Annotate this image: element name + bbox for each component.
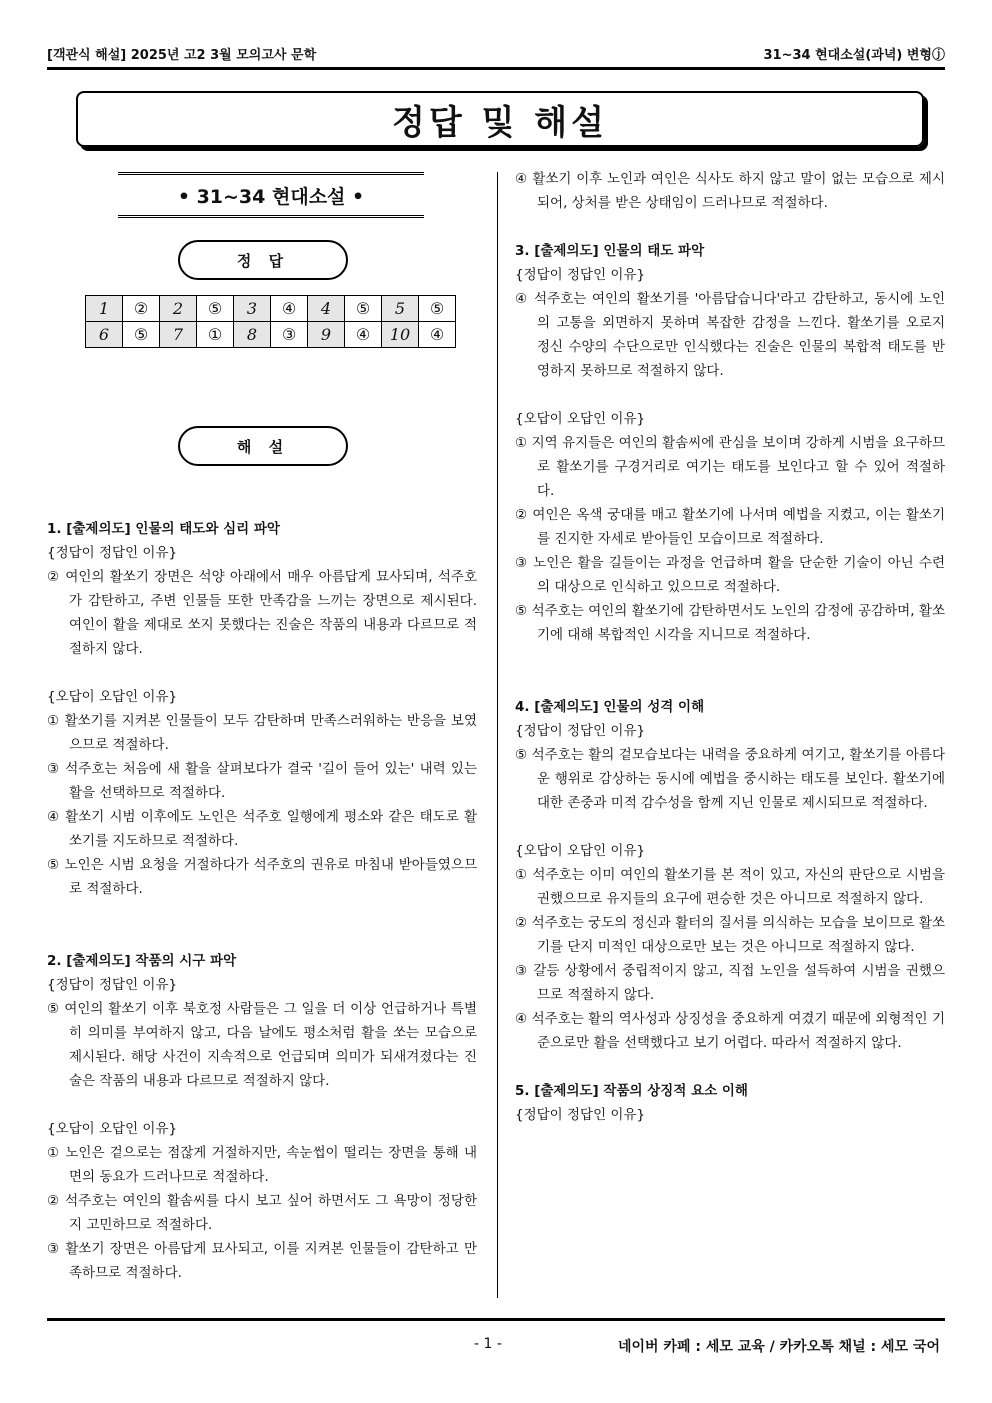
answer-value: ③ (271, 322, 308, 348)
column-divider (497, 172, 498, 1298)
header-rule (47, 67, 945, 70)
answer-value: ④ (271, 296, 308, 322)
answer-value: ④ (419, 322, 456, 348)
wrong-reason-label: {오답이 오답인 이유} (47, 1121, 178, 1137)
wrong-explanation: ② 석주호는 궁도의 정신과 활터의 질서를 의식하는 모습을 보이므로 활쏘기를 단지 미적인 대상으로만 보는 것은 아니므로 적절하지 않다. (515, 915, 945, 955)
answer-label: 정 답 (178, 240, 348, 280)
wrong-reason-label: {오답이 오답인 이유} (515, 411, 646, 427)
footer-credit: 네이버 카페 : 세모 교육 / 카카오톡 채널 : 세모 국어 (617, 1339, 940, 1355)
wrong-reason-label: {오답이 오답인 이유} (47, 689, 178, 705)
wrong-explanation: ④ 활쏘기 이후 노인과 여인은 식사도 하지 않고 말이 없는 모습으로 제시되어, 상처를 받은 상태임이 드러나므로 적절하다. (515, 171, 945, 211)
wrong-explanation: ② 여인은 옥색 궁대를 매고 활쏘기에 나서며 예법을 지켰고, 이는 활쏘기를 진지한 자세로 받아들인 모습이므로 적절하다. (515, 507, 945, 547)
correct-explanation: ⑤ 석주호는 활의 겉모습보다는 내력을 중요하게 여기고, 활쏘기를 아름다운 행위로 감상하는 동시에 예법을 중시하는 태도를 보인다. 활쏘기에 대한 존중과 미적 감수성을 함께 지닌 인물로 제시되므로 적절하다. (515, 747, 945, 811)
q3-heading: 3. [출제의도] 인물의 태도 파악 (515, 243, 705, 259)
question-number: 3 (234, 296, 271, 322)
correct-explanation: ② 여인의 활쏘기 장면은 석양 아래에서 매우 아름답게 묘사되며, 석주호가 감탄하고, 주변 인물들 또한 만족감을 느끼는 장면으로 제시된다. 여인이 활을 제대로 쏘지 못했다는 진술은 작품의 내용과 다르므로 적절하지 않다. (47, 569, 477, 657)
question-number: 2 (160, 296, 197, 322)
question-number: 9 (308, 322, 345, 348)
wrong-reason-label: {오답이 오답인 이유} (515, 843, 646, 859)
wrong-explanation: ③ 활쏘기 장면은 아름답게 묘사되고, 이를 지켜본 인물들이 감탄하고 만족하므로 적절하다. (47, 1241, 477, 1281)
question-number: 10 (382, 322, 419, 348)
answer-value: ⑤ (123, 322, 160, 348)
correct-reason-label: {정답이 정답인 이유} (515, 723, 646, 739)
wrong-explanation: ① 활쏘기를 지켜본 인물들이 모두 감탄하며 만족스러워하는 반응을 보였으므로 적절하다. (47, 713, 477, 753)
header-right: 31~34 현대소설(과녁) 변형ⓙ (763, 48, 945, 63)
wrong-explanation: ① 지역 유지들은 여인의 활솜씨에 관심을 보이며 강하게 시범을 요구하므로 활쏘기를 구경거리로 여기는 태도를 보인다고 할 수 있어 적절하다. (515, 435, 945, 499)
correct-reason-label: {정답이 정답인 이유} (47, 545, 178, 561)
left-column (47, 517, 477, 1285)
question-number: 4 (308, 296, 345, 322)
header-left: [객관식 해설] 2025년 고2 3월 모의고사 문학 (47, 48, 317, 63)
wrong-explanation: ③ 석주호는 처음에 새 활을 살펴보다가 결국 '길이 들어 있는' 내력 있는 활을 선택하므로 적절하다. (47, 761, 477, 801)
question-number: 5 (382, 296, 419, 322)
question-number: 1 (86, 296, 123, 322)
wrong-explanation: ⑤ 노인은 시범 요청을 거절하다가 석주호의 권유로 마침내 받아들였으므로 적절하다. (47, 857, 477, 897)
answer-table (85, 295, 456, 348)
question-number: 7 (160, 322, 197, 348)
q4-heading: 4. [출제의도] 인물의 성격 이해 (515, 699, 705, 715)
answer-value: ⑤ (419, 296, 456, 322)
correct-reason-label: {정답이 정답인 이유} (47, 977, 178, 993)
answer-value: ① (197, 322, 234, 348)
q2-heading: 2. [출제의도] 작품의 시구 파악 (47, 953, 237, 969)
wrong-explanation: ③ 갈등 상황에서 중립적이지 않고, 직접 노인을 설득하여 시범을 권했으므로 적절하지 않다. (515, 963, 945, 1003)
footer-rule (47, 1318, 945, 1321)
answer-value: ② (123, 296, 160, 322)
wrong-explanation: ⑤ 석주호는 여인의 활쏘기에 감탄하면서도 노인의 감정에 공감하며, 활쏘기에 대해 복합적인 시각을 지니므로 적절하다. (515, 603, 945, 643)
title-box (76, 91, 924, 147)
answer-row (86, 322, 456, 348)
page-title: 정답 및 해설 (392, 102, 608, 143)
answer-value: ⑤ (197, 296, 234, 322)
question-number: 6 (86, 322, 123, 348)
answer-row (86, 296, 456, 322)
right-column (515, 167, 945, 1127)
wrong-explanation: ② 석주호는 여인의 활솜씨를 다시 보고 싶어 하면서도 그 욕망이 정당한지 고민하므로 적절하다. (47, 1193, 477, 1233)
correct-reason-label: {정답이 정답인 이유} (515, 1107, 646, 1123)
explanation-label: 해 설 (178, 426, 348, 466)
wrong-explanation: ④ 석주호는 활의 역사성과 상징성을 중요하게 여겼기 때문에 외형적인 기준으로만 활을 선택했다고 보기 어렵다. 따라서 적절하지 않다. (515, 1011, 945, 1051)
page-number: - 1 - (474, 1336, 502, 1352)
answer-value: ④ (345, 322, 382, 348)
correct-reason-label: {정답이 정답인 이유} (515, 267, 646, 283)
q1-heading: 1. [출제의도] 인물의 태도와 심리 파악 (47, 521, 280, 537)
q5-heading: 5. [출제의도] 작품의 상징적 요소 이해 (515, 1083, 748, 1099)
wrong-explanation: ③ 노인은 활을 길들이는 과정을 언급하며 활을 단순한 기술이 아닌 수련의 대상으로 인식하고 있으므로 적절하다. (515, 555, 945, 595)
wrong-explanation: ④ 활쏘기 시범 이후에도 노인은 석주호 일행에게 평소와 같은 태도로 활쏘기를 지도하므로 적절하다. (47, 809, 477, 849)
question-number: 8 (234, 322, 271, 348)
wrong-explanation: ① 노인은 겉으로는 점잖게 거절하지만, 속눈썹이 떨리는 장면을 통해 내면의 동요가 드러나므로 적절하다. (47, 1145, 477, 1185)
answer-value: ⑤ (345, 296, 382, 322)
correct-explanation: ⑤ 여인의 활쏘기 이후 북호정 사람들은 그 일을 더 이상 언급하거나 특별히 의미를 부여하지 않고, 다음 날에도 평소처럼 활을 쏘는 모습으로 제시된다. 해당 사건이 지속적으로 언급되며 의미가 되새겨졌다는 진술은 작품의 내용과 다르므로 적절하지 않다. (47, 1001, 477, 1089)
section-title: • 31~34 현대소설 • (118, 172, 424, 218)
correct-explanation: ④ 석주호는 여인의 활쏘기를 '아름답습니다'라고 감탄하고, 동시에 노인의 고통을 외면하지 못하며 복잡한 감정을 느낀다. 활쏘기를 오로지 정신 수양의 수단으로만 인식했다는 진술은 인물의 복합적 태도를 반영하지 못하므로 적절하지 않다. (515, 291, 945, 379)
wrong-explanation: ① 석주호는 이미 여인의 활쏘기를 본 적이 있고, 자신의 판단으로 시범을 권했으므로 유지들의 요구에 편승한 것은 아니므로 적절하지 않다. (515, 867, 945, 907)
